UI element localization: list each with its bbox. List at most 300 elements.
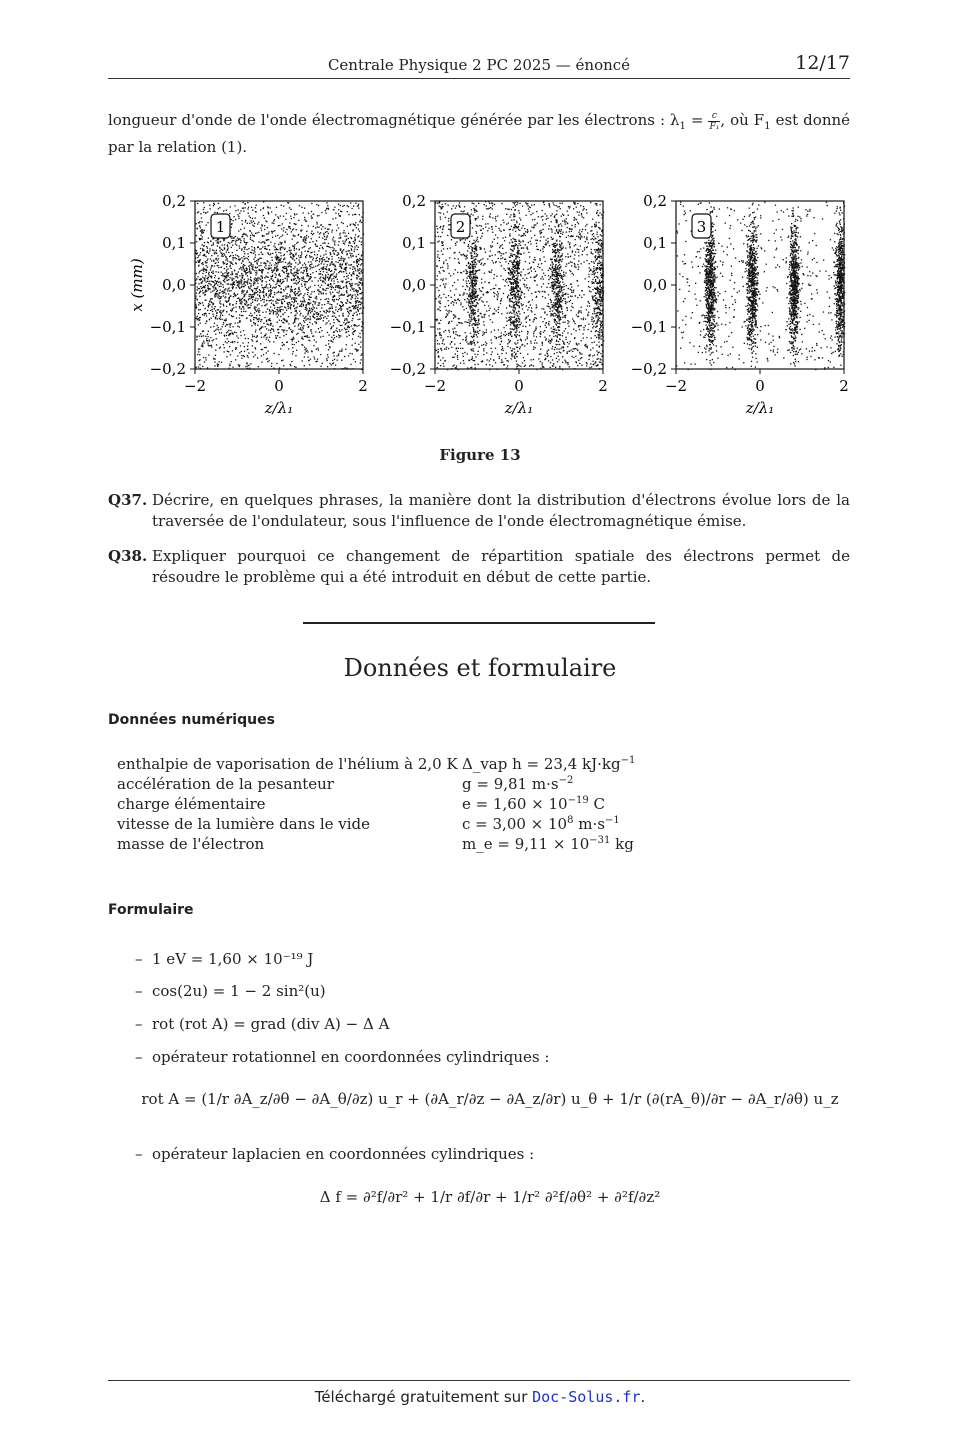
scatter-point xyxy=(210,310,211,311)
scatter-point xyxy=(543,224,544,225)
scatter-point xyxy=(206,272,207,273)
scatter-point xyxy=(243,264,244,265)
scatter-point xyxy=(283,322,284,323)
scatter-point xyxy=(562,279,563,280)
scatter-point xyxy=(250,285,251,286)
scatter-point xyxy=(261,252,262,253)
scatter-point xyxy=(556,344,557,345)
scatter-point xyxy=(199,271,200,272)
scatter-point xyxy=(361,244,362,245)
scatter-point xyxy=(571,356,572,357)
scatter-point xyxy=(280,243,281,244)
scatter-point xyxy=(263,235,264,236)
scatter-point xyxy=(600,234,601,235)
scatter-point xyxy=(218,309,219,310)
scatter-point xyxy=(541,232,542,233)
scatter-point xyxy=(540,331,541,332)
scatter-point xyxy=(216,250,217,251)
frac-num: c xyxy=(708,111,720,122)
scatter-point xyxy=(259,329,260,330)
scatter-point xyxy=(293,268,294,269)
scatter-point xyxy=(289,295,290,296)
scatter-point xyxy=(226,332,227,333)
scatter-point xyxy=(238,230,239,231)
scatter-point xyxy=(254,226,255,227)
scatter-point xyxy=(544,312,545,313)
scatter-point xyxy=(280,252,281,253)
scatter-point xyxy=(599,267,600,268)
scatter-point xyxy=(360,302,361,303)
scatter-point xyxy=(265,333,266,334)
scatter-point xyxy=(601,345,602,346)
scatter-point xyxy=(237,322,238,323)
scatter-point xyxy=(202,236,203,237)
scatter-point xyxy=(256,232,257,233)
scatter-point xyxy=(196,235,197,236)
scatter-point xyxy=(353,229,354,230)
scatter-point xyxy=(208,331,209,332)
scatter-point xyxy=(335,269,336,270)
scatter-point xyxy=(584,249,585,250)
scatter-point xyxy=(266,276,267,277)
scatter-point xyxy=(326,288,327,289)
scatter-point xyxy=(260,321,261,322)
scatter-point xyxy=(218,361,219,362)
scatter-point xyxy=(297,277,298,278)
scatter-point xyxy=(278,314,279,315)
scatter-point xyxy=(516,364,517,365)
scatter-point xyxy=(260,270,261,271)
scatter-point xyxy=(217,284,218,285)
scatter-point xyxy=(471,325,472,326)
scatter-point xyxy=(215,289,216,290)
scatter-point xyxy=(353,206,354,207)
scatter-point xyxy=(593,364,594,365)
scatter-point xyxy=(266,295,267,296)
scatter-point xyxy=(299,249,300,250)
scatter-point xyxy=(569,247,570,248)
scatter-point xyxy=(551,259,552,260)
scatter-point xyxy=(279,326,280,327)
scatter-point xyxy=(200,286,201,287)
scatter-point xyxy=(243,256,244,257)
scatter-point xyxy=(346,329,347,330)
scatter-point xyxy=(333,253,334,254)
scatter-point xyxy=(234,341,235,342)
scatter-point xyxy=(360,280,361,281)
scatter-point xyxy=(210,299,211,300)
scatter-point xyxy=(232,326,233,327)
scatter-point xyxy=(327,360,328,361)
intro-text-a: longueur d'onde de l'onde électromagnétique générée par les électrons : λ xyxy=(108,111,680,129)
scatter-point xyxy=(339,287,340,288)
scatter-point xyxy=(516,292,517,293)
scatter-point xyxy=(331,304,332,305)
scatter-point xyxy=(242,224,243,225)
scatter-point xyxy=(306,308,307,309)
scatter-point xyxy=(280,249,281,250)
scatter-point xyxy=(220,315,221,316)
scatter-point xyxy=(474,360,475,361)
scatter-point xyxy=(229,364,230,365)
scatter-point xyxy=(478,216,479,217)
scatter-point xyxy=(320,245,321,246)
scatter-point xyxy=(271,303,272,304)
scatter-point xyxy=(286,268,287,269)
scatter-point xyxy=(354,331,355,332)
scatter-point xyxy=(338,209,339,210)
scatter-point xyxy=(466,293,467,294)
scatter-point xyxy=(275,277,276,278)
scatter-point xyxy=(266,338,267,339)
scatter-point xyxy=(227,246,228,247)
scatter-point xyxy=(311,350,312,351)
scatter-point xyxy=(286,321,287,322)
scatter-point xyxy=(312,316,313,317)
scatter-point xyxy=(458,298,459,299)
scatter-point xyxy=(266,300,267,301)
scatter-point xyxy=(510,332,511,333)
scatter-point xyxy=(302,247,303,248)
scatter-point xyxy=(306,237,307,238)
scatter-point xyxy=(270,291,271,292)
scatter-point xyxy=(230,323,231,324)
scatter-point xyxy=(324,304,325,305)
scatter-point xyxy=(581,340,582,341)
scatter-point xyxy=(503,334,504,335)
scatter-point xyxy=(266,249,267,250)
scatter-point xyxy=(475,297,476,298)
scatter-point xyxy=(559,203,560,204)
scatter-point xyxy=(571,262,572,263)
scatter-point xyxy=(516,222,517,223)
scatter-point xyxy=(598,227,599,228)
scatter-point xyxy=(556,352,557,353)
scatter-point xyxy=(471,349,472,350)
scatter-point xyxy=(582,333,583,334)
scatter-point xyxy=(354,325,355,326)
scatter-point xyxy=(333,301,334,302)
scatter-point xyxy=(223,324,224,325)
scatter-point xyxy=(577,350,578,351)
scatter-point xyxy=(198,255,199,256)
scatter-point xyxy=(533,346,534,347)
scatter-point xyxy=(211,346,212,347)
scatter-point xyxy=(355,222,356,223)
scatter-point xyxy=(500,255,501,256)
scatter-point xyxy=(226,271,227,272)
scatter-point xyxy=(491,342,492,343)
scatter-point xyxy=(302,345,303,346)
scatter-point xyxy=(302,336,303,337)
scatter-point xyxy=(247,282,248,283)
scatter-point xyxy=(270,325,271,326)
scatter-point xyxy=(338,309,339,310)
scatter-point xyxy=(359,221,360,222)
scatter-point xyxy=(334,269,335,270)
scatter-point xyxy=(200,290,201,291)
scatter-point xyxy=(214,359,215,360)
scatter-point xyxy=(230,295,231,296)
scatter-point xyxy=(314,251,315,252)
scatter-point xyxy=(586,365,587,366)
scatter-point xyxy=(263,241,264,242)
scatter-point xyxy=(561,243,562,244)
scatter-point xyxy=(328,209,329,210)
scatter-point xyxy=(287,278,288,279)
scatter-point xyxy=(318,205,319,206)
scatter-point xyxy=(599,245,600,246)
scatter-point xyxy=(589,263,590,264)
scatter-point xyxy=(229,304,230,305)
scatter-point xyxy=(474,334,475,335)
scatter-point xyxy=(211,260,212,261)
scatter-point xyxy=(308,326,309,327)
scatter-point xyxy=(538,249,539,250)
scatter-point xyxy=(285,266,286,267)
scatter-point xyxy=(356,262,357,263)
scatter-point xyxy=(245,220,246,221)
scatter-point xyxy=(261,271,262,272)
scatter-point xyxy=(219,250,220,251)
scatter-point xyxy=(591,226,592,227)
scatter-point xyxy=(581,365,582,366)
scatter-point xyxy=(248,304,249,305)
scatter-point xyxy=(308,360,309,361)
scatter-point xyxy=(462,353,463,354)
scatter-point xyxy=(198,302,199,303)
scatter-point xyxy=(292,245,293,246)
scatter-point xyxy=(473,350,474,351)
scatter-point xyxy=(569,246,570,247)
scatter-point xyxy=(206,338,207,339)
scatter-point xyxy=(217,255,218,256)
scatter-point xyxy=(252,352,253,353)
scatter-point xyxy=(600,303,601,304)
scatter-point xyxy=(475,332,476,333)
scatter-point xyxy=(542,296,543,297)
scatter-point xyxy=(351,250,352,251)
scatter-point xyxy=(229,243,230,244)
scatter-point xyxy=(339,337,340,338)
scatter-point xyxy=(445,283,446,284)
scatter-point xyxy=(344,276,345,277)
scatter-point xyxy=(358,264,359,265)
scatter-point xyxy=(293,283,294,284)
scatter-point xyxy=(288,266,289,267)
scatter-point xyxy=(246,292,247,293)
scatter-point xyxy=(247,346,248,347)
scatter-point xyxy=(513,202,514,203)
scatter-point xyxy=(289,207,290,208)
scatter-point xyxy=(355,361,356,362)
scatter-point xyxy=(265,263,266,264)
scatter-point xyxy=(521,339,522,340)
scatter-point xyxy=(304,242,305,243)
scatter-point xyxy=(292,259,293,260)
scatter-point xyxy=(592,242,593,243)
scatter-point xyxy=(212,286,213,287)
scatter-point xyxy=(234,293,235,294)
scatter-point xyxy=(340,233,341,234)
scatter-point xyxy=(536,211,537,212)
scatter-point xyxy=(263,215,264,216)
scatter-point xyxy=(253,319,254,320)
scatter-point xyxy=(311,238,312,239)
scatter-point xyxy=(217,363,218,364)
scatter-point xyxy=(561,225,562,226)
scatter-point xyxy=(502,257,503,258)
scatter-point xyxy=(592,253,593,254)
scatter-point xyxy=(558,356,559,357)
scatter-point xyxy=(226,342,227,343)
scatter-point xyxy=(563,272,564,273)
scatter-point xyxy=(291,231,292,232)
scatter-point xyxy=(271,211,272,212)
scatter-point xyxy=(356,302,357,303)
scatter-point xyxy=(597,263,598,264)
scatter-point xyxy=(240,301,241,302)
scatter-point xyxy=(293,279,294,280)
scatter-point xyxy=(490,251,491,252)
scatter-point xyxy=(594,313,595,314)
scatter-point xyxy=(283,255,284,256)
scatter-point xyxy=(256,337,257,338)
scatter-point xyxy=(281,309,282,310)
scatter-point xyxy=(216,338,217,339)
scatter-point xyxy=(290,228,291,229)
scatter-point xyxy=(528,252,529,253)
scatter-point xyxy=(294,248,295,249)
scatter-point xyxy=(333,280,334,281)
scatter-point xyxy=(211,255,212,256)
scatter-point xyxy=(361,270,362,271)
scatter-point xyxy=(471,277,472,278)
scatter-point xyxy=(230,265,231,266)
scatter-point xyxy=(545,243,546,244)
scatter-point xyxy=(463,271,464,272)
scatter-point xyxy=(347,311,348,312)
scatter-point xyxy=(325,316,326,317)
scatter-point xyxy=(576,362,577,363)
scatter-point xyxy=(348,206,349,207)
scatter-point xyxy=(506,307,507,308)
scatter-point xyxy=(210,298,211,299)
figure-13 xyxy=(0,180,980,430)
scatter-point xyxy=(345,270,346,271)
scatter-point xyxy=(280,261,281,262)
scatter-point xyxy=(248,248,249,249)
scatter-point xyxy=(235,332,236,333)
scatter-point xyxy=(215,330,216,331)
scatter-point xyxy=(503,350,504,351)
scatter-point xyxy=(512,317,513,318)
scatter-point xyxy=(509,268,510,269)
scatter-point xyxy=(319,278,320,279)
scatter-point xyxy=(252,264,253,265)
scatter-point xyxy=(330,276,331,277)
scatter-point xyxy=(241,311,242,312)
scatter-point xyxy=(328,285,329,286)
scatter-point xyxy=(339,298,340,299)
scatter-point xyxy=(224,276,225,277)
scatter-point xyxy=(510,347,511,348)
scatter-point xyxy=(207,334,208,335)
scatter-point xyxy=(326,266,327,267)
scatter-point xyxy=(258,260,259,261)
scatter-point xyxy=(304,293,305,294)
scatter-point xyxy=(202,262,203,263)
scatter-point xyxy=(230,268,231,269)
scatter-point xyxy=(263,302,264,303)
scatter-point xyxy=(546,338,547,339)
scatter-point xyxy=(328,298,329,299)
scatter-point xyxy=(231,227,232,228)
scatter-point xyxy=(301,330,302,331)
scatter-point xyxy=(330,292,331,293)
scatter-point xyxy=(262,225,263,226)
scatter-point xyxy=(207,288,208,289)
scatter-point xyxy=(216,315,217,316)
scatter-point xyxy=(277,302,278,303)
scatter-point xyxy=(359,268,360,269)
scatter-point xyxy=(240,229,241,230)
scatter-point xyxy=(214,285,215,286)
scatter-point xyxy=(447,311,448,312)
scatter-point xyxy=(591,261,592,262)
scatter-point xyxy=(298,295,299,296)
scatter-point xyxy=(286,293,287,294)
scatter-point xyxy=(213,273,214,274)
scatter-point xyxy=(284,301,285,302)
scatter-point xyxy=(260,276,261,277)
scatter-point xyxy=(256,311,257,312)
scatter-point xyxy=(329,363,330,364)
scatter-point xyxy=(196,336,197,337)
scatter-point xyxy=(347,281,348,282)
scatter-point xyxy=(303,276,304,277)
scatter-point xyxy=(582,254,583,255)
scatter-point xyxy=(484,325,485,326)
scatter-point xyxy=(199,225,200,226)
scatter-point xyxy=(325,275,326,276)
scatter-point xyxy=(308,248,309,249)
scatter-point xyxy=(212,298,213,299)
scatter-point xyxy=(319,332,320,333)
scatter-point xyxy=(297,303,298,304)
scatter-point xyxy=(217,245,218,246)
scatter-point xyxy=(200,248,201,249)
scatter-point xyxy=(272,326,273,327)
scatter-point xyxy=(338,320,339,321)
scatter-point xyxy=(275,214,276,215)
scatter-point xyxy=(219,286,220,287)
scatter-point xyxy=(268,324,269,325)
scatter-point xyxy=(599,330,600,331)
scatter-point xyxy=(360,283,361,284)
scatter-point xyxy=(224,268,225,269)
scatter-point xyxy=(269,265,270,266)
scatter-point xyxy=(506,214,507,215)
scatter-point xyxy=(230,330,231,331)
scatter-point xyxy=(507,296,508,297)
scatter-point xyxy=(481,282,482,283)
scatter-point xyxy=(287,251,288,252)
scatter-point xyxy=(310,293,311,294)
scatter-point xyxy=(468,296,469,297)
scatter-point xyxy=(581,325,582,326)
scatter-point xyxy=(599,263,600,264)
